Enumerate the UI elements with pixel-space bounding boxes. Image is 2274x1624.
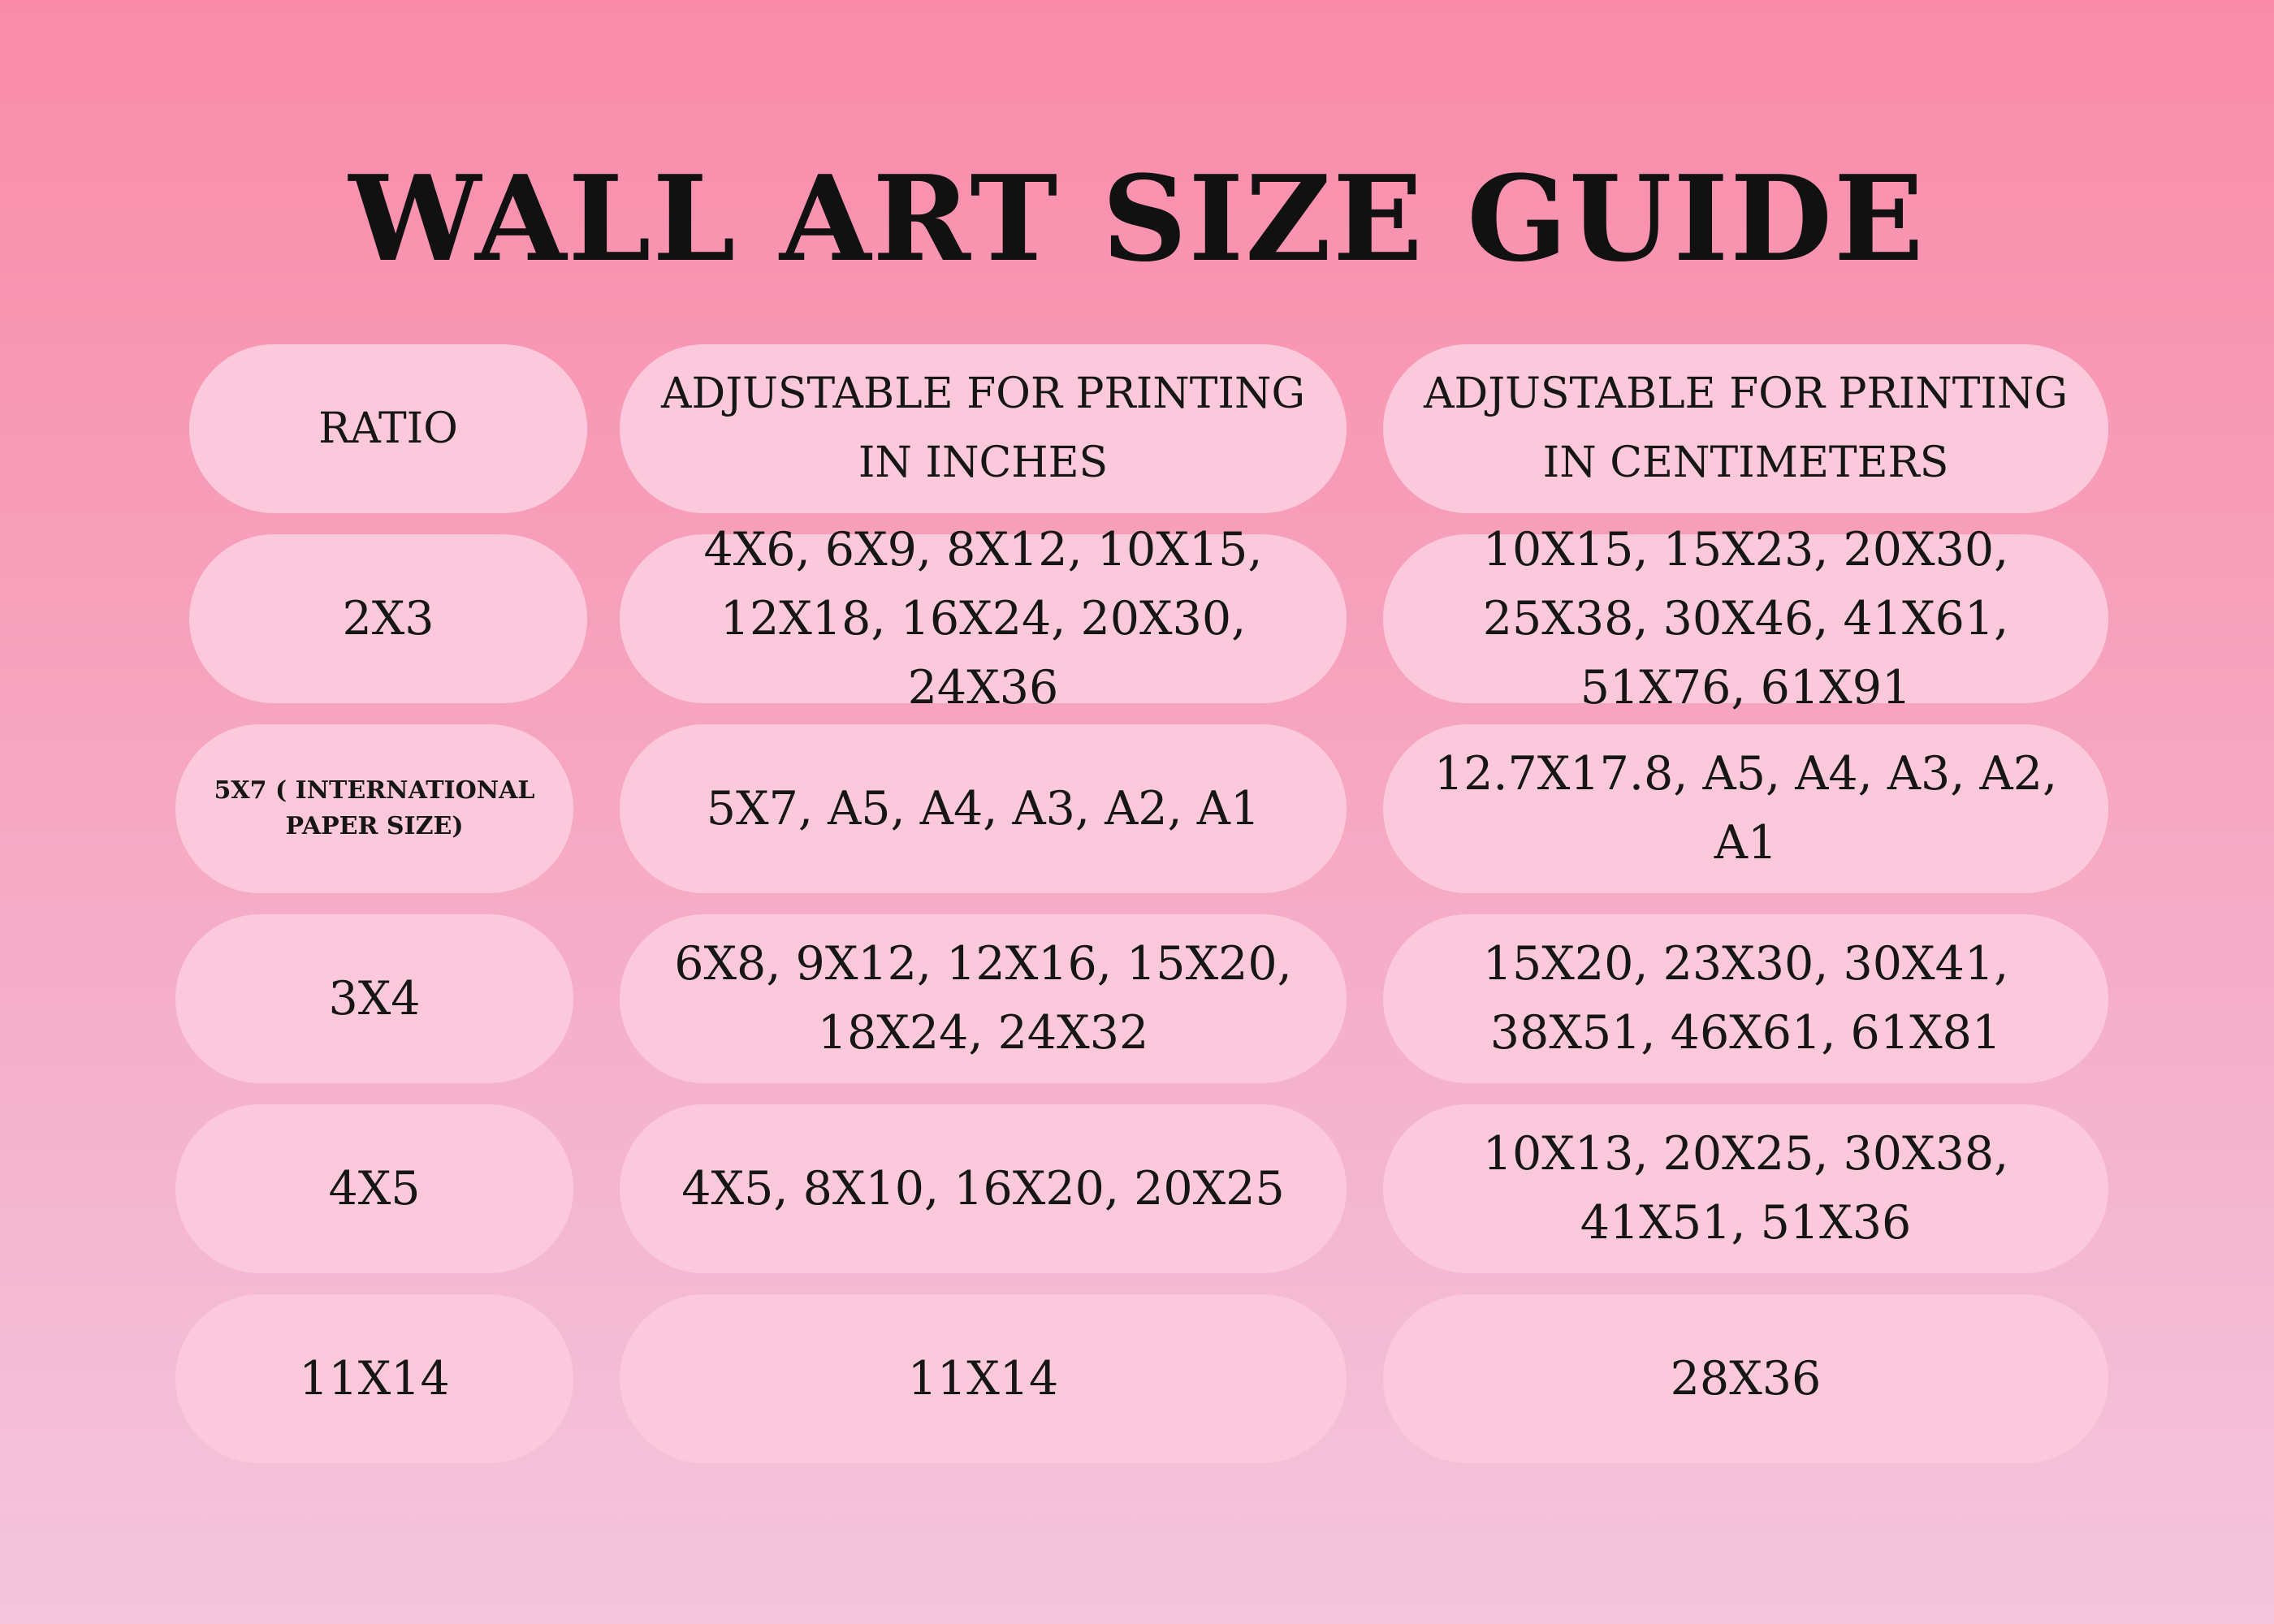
ratio-value: 5X7 ( INTERNATIONAL PAPER SIZE)	[214, 776, 535, 840]
inches-cell	[620, 1294, 1347, 1463]
centimeters-sizes: 15X20, 23X30, 30X41, 38X51, 46X61, 61X81	[1482, 937, 2009, 1060]
inches-cell	[620, 522, 1347, 715]
centimeters-cell	[1383, 1294, 2108, 1463]
header-ratio-label: RATIO	[318, 404, 458, 453]
inches-sizes: 6X8, 9X12, 12X16, 15X20, 18X24, 24X32	[674, 937, 1292, 1060]
ratio-value: 3X4	[328, 971, 421, 1026]
ratio-cell	[175, 1294, 573, 1463]
centimeters-cell	[1383, 724, 2108, 893]
inches-cell	[620, 1104, 1347, 1273]
inches-sizes: 4X5, 8X10, 16X20, 20X25	[681, 1161, 1285, 1216]
centimeters-cell	[1383, 914, 2108, 1083]
inches-cell	[620, 724, 1347, 893]
header-inches-label: ADJUSTABLE FOR PRINTING IN INCHES	[661, 369, 1305, 487]
ratio-value: 4X5	[328, 1161, 421, 1216]
inches-cell	[620, 914, 1347, 1083]
centimeters-sizes: 10X13, 20X25, 30X38, 41X51, 51X36	[1482, 1127, 2009, 1250]
centimeters-sizes: 12.7X17.8, A5, A4, A3, A2, A1	[1433, 747, 2058, 870]
inches-sizes: 11X14	[907, 1351, 1059, 1406]
ratio-cell	[175, 724, 573, 893]
ratio-cell	[175, 914, 573, 1083]
page-title: WALL ART SIZE GUIDE	[348, 150, 1926, 288]
header-inches	[620, 344, 1347, 513]
header-centimeters-label: ADJUSTABLE FOR PRINTING IN CENTIMETERS	[1424, 369, 2068, 487]
centimeters-cell	[1383, 1104, 2108, 1273]
ratio-cell	[175, 1104, 573, 1273]
ratio-value: 2X3	[342, 591, 434, 646]
ratio-value: 11X14	[299, 1351, 450, 1406]
header-centimeters	[1383, 344, 2108, 513]
ratio-cell	[189, 534, 587, 703]
inches-sizes: 4X6, 6X9, 8X12, 10X15, 12X18, 16X24, 20X30, 24X36	[703, 522, 1263, 715]
centimeters-sizes: 10X15, 15X23, 20X30, 25X38, 30X46, 41X61, 51X76, 61X91	[1482, 522, 2009, 715]
header-ratio	[189, 344, 587, 513]
centimeters-cell	[1383, 522, 2108, 715]
centimeters-sizes: 28X36	[1670, 1351, 1822, 1406]
inches-sizes: 5X7, A5, A4, A3, A2, A1	[706, 781, 1260, 836]
